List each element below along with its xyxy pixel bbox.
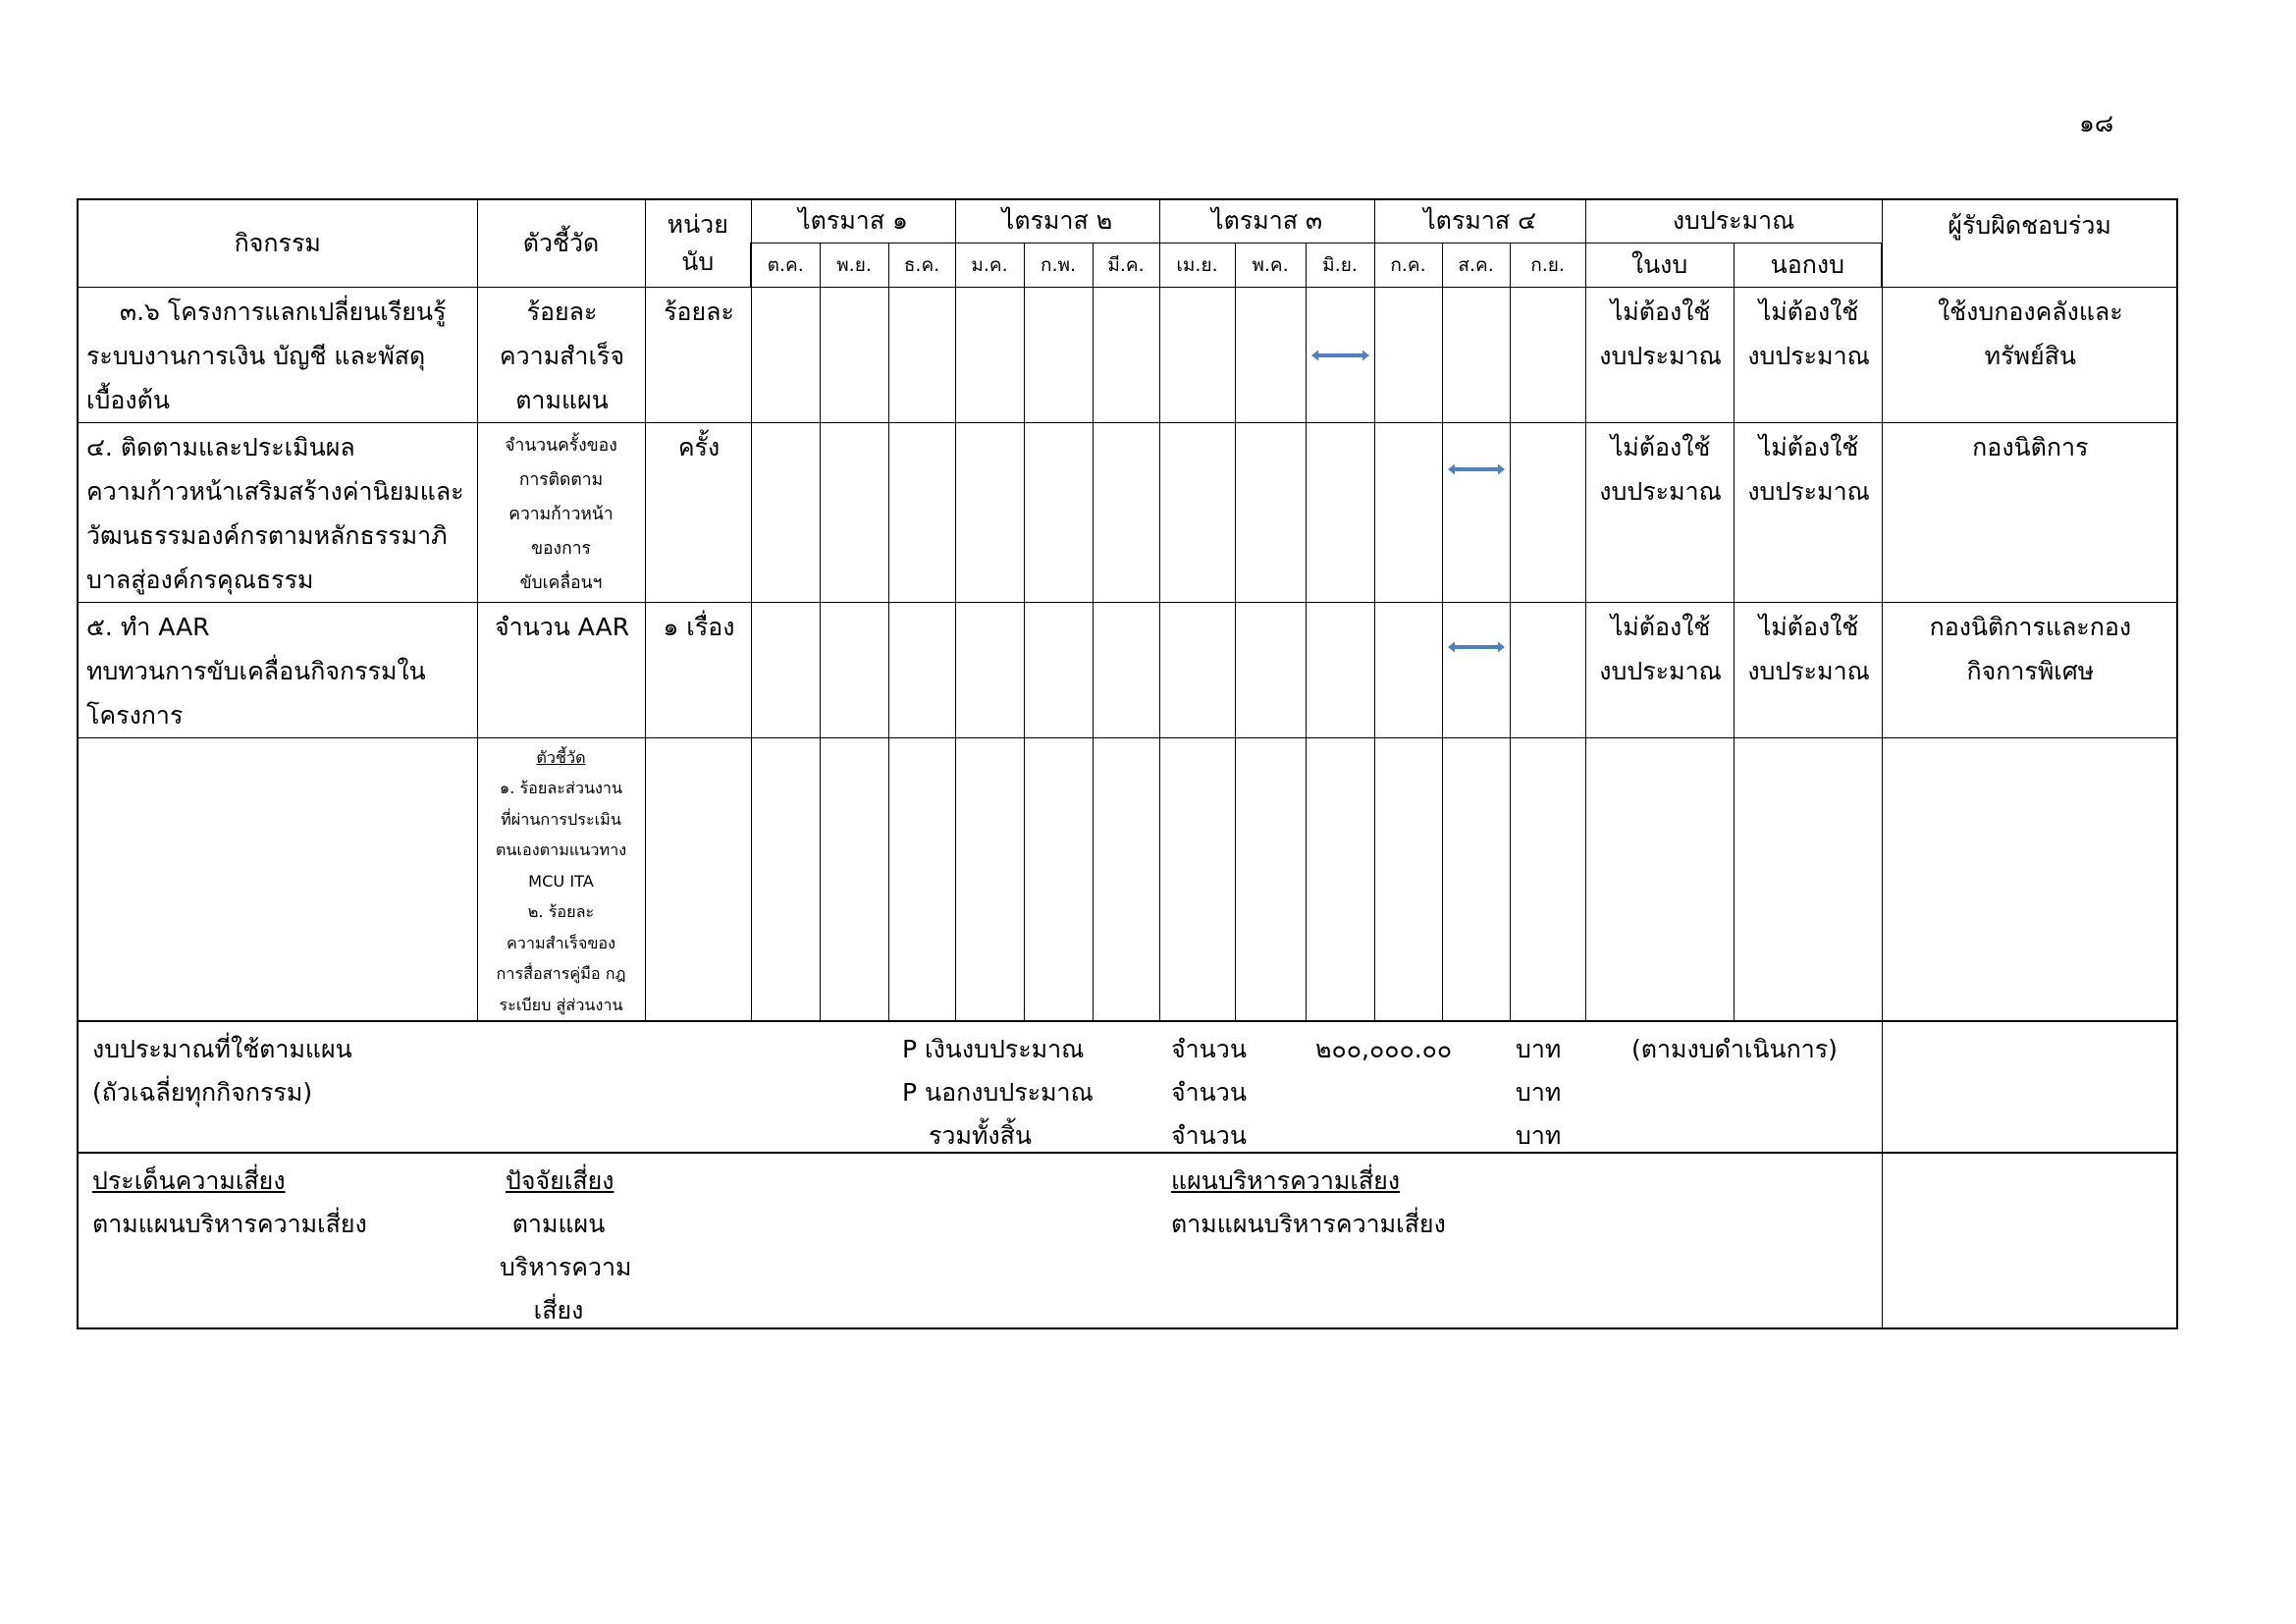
row3-budget-out-line1: ไม่ต้องใช้ <box>1758 612 1859 641</box>
month-apr: เม.ย. <box>1159 243 1235 287</box>
row2-unit: ครั้ง <box>645 422 751 602</box>
row3-indicator <box>477 602 645 737</box>
kpi-line: ตนเองตามแนวทาง <box>495 840 627 859</box>
risk-factor-line1: ตามแผน <box>511 1210 606 1238</box>
timeline-arrow-icon <box>1310 349 1370 362</box>
row4-cell <box>1882 737 2177 1021</box>
row2-indicator-line5: ขับเคลื่อนฯ <box>519 572 603 593</box>
row3-month-cell <box>1093 602 1159 737</box>
timeline-arrow-icon <box>1447 462 1506 476</box>
month-dec: ธ.ค. <box>888 243 955 287</box>
row1-month-cell <box>1159 287 1235 422</box>
row3-responsible <box>1882 602 2177 737</box>
row4-cell <box>645 737 751 1021</box>
row4-cell <box>1374 737 1442 1021</box>
header-indicator: ตัวชี้วัด <box>477 199 645 287</box>
header-unit-line2: นับ <box>681 246 715 276</box>
row3-activity-line1: ๕. ทำ AAR <box>86 612 210 641</box>
row1-indicator-line2: ความสำเร็จ <box>499 341 625 370</box>
row3-budget-out <box>1734 602 1882 737</box>
row3-indicator-line1: จำนวน AAR <box>494 612 630 641</box>
in-budget-label: P เงินงบประมาณ <box>902 1035 1085 1063</box>
row1-month-cell <box>1093 287 1159 422</box>
header-unit-line1: หน่วย <box>667 209 728 239</box>
budget-summary-row <box>78 1021 2177 1153</box>
table-row <box>78 737 2177 1021</box>
row4-activity <box>78 737 477 1021</box>
row2-month-cell <box>1374 422 1442 602</box>
row3-month-cell <box>1024 602 1093 737</box>
budget-summary <box>78 1021 1882 1153</box>
row3-month-cell <box>820 602 888 737</box>
row1-month-cell <box>888 287 955 422</box>
row3-unit: ๑ เรื่อง <box>645 602 751 737</box>
risk-factor-line2: บริหารความ <box>500 1253 632 1281</box>
row3-month-cell <box>1510 602 1585 737</box>
row2-month-cell <box>955 422 1024 602</box>
row1-month-cell <box>820 287 888 422</box>
row2-budget-in <box>1585 422 1734 602</box>
row4-cell <box>1159 737 1235 1021</box>
row2-month-cell <box>1235 422 1306 602</box>
table-row <box>78 287 2177 422</box>
timeline-arrow-icon <box>1447 640 1506 654</box>
row2-month-cell <box>1306 422 1374 602</box>
currency-label: บาท <box>1516 1035 1562 1063</box>
row2-activity-line4: บาลสู่องค์กรคุณธรรม <box>86 565 314 594</box>
row1-activity-line2: ระบบงานการเงิน บัญชี และพัสดุ <box>86 341 426 370</box>
row2-indicator-line2: การติดตาม <box>518 469 604 490</box>
row3-activity-line2: ทบทวนการขับเคลื่อนกิจกรรมใน <box>86 656 426 685</box>
row1-month-jun <box>1306 287 1374 422</box>
row2-indicator-line3: ความก้าวหน้า <box>508 504 614 524</box>
row1-month-cell <box>1235 287 1306 422</box>
row1-responsible-line1: ใช้งบกองคลังและ <box>1937 297 2123 326</box>
kpi-line: ความสำเร็จของ <box>506 933 616 952</box>
row3-month-cell <box>1374 602 1442 737</box>
amount-value: ๒๐๐,๐๐๐.๐๐ <box>1315 1035 1453 1063</box>
row2-budget-in-line2: งบประมาณ <box>1599 476 1722 506</box>
row2-month-cell <box>1024 422 1093 602</box>
kpi-block <box>477 737 645 1021</box>
row3-month-cell <box>888 602 955 737</box>
row2-budget-in-line1: ไม่ต้องใช้ <box>1610 432 1711 461</box>
month-aug: ส.ค. <box>1442 243 1510 287</box>
row1-indicator <box>477 287 645 422</box>
row3-month-cell <box>751 602 820 737</box>
kpi-line: ที่ผ่านการประเมิน <box>501 809 621 829</box>
row3-month-cell <box>1306 602 1374 737</box>
row3-month-aug <box>1442 602 1510 737</box>
row4-cell <box>1024 737 1093 1021</box>
kpi-line: ระเบียบ สู่ส่วนงาน <box>499 995 623 1014</box>
row2-activity-line2: ความก้าวหน้าเสริมสร้างค่านิยมและ <box>86 476 464 506</box>
header-budget: งบประมาณ <box>1585 199 1882 243</box>
row1-responsible <box>1882 287 2177 422</box>
row1-activity-line1: ๓.๖ โครงการแลกเปลี่ยนเรียนรู้ <box>120 297 447 326</box>
row2-month-aug <box>1442 422 1510 602</box>
month-may: พ.ค. <box>1235 243 1306 287</box>
row1-month-cell <box>751 287 820 422</box>
row2-indicator-line1: จำนวนครั้งของ <box>505 435 617 456</box>
row1-unit: ร้อยละ <box>645 287 751 422</box>
month-oct: ต.ค. <box>751 243 820 287</box>
table-row <box>78 602 2177 737</box>
kpi-title: ตัวชี้วัด <box>536 747 586 767</box>
row2-month-cell <box>1093 422 1159 602</box>
row1-month-cell <box>1024 287 1093 422</box>
header-row-1 <box>78 199 2177 243</box>
row1-month-cell <box>1442 287 1510 422</box>
row1-budget-out <box>1734 287 1882 422</box>
risk-plan-text: ตามแผนบริหารความเสี่ยง <box>1171 1210 1446 1238</box>
row1-activity <box>78 287 477 422</box>
risk-issue-title: ประเด็นความเสี่ยง <box>92 1166 286 1195</box>
row1-indicator-line3: ตามแผน <box>515 385 609 414</box>
header-quarter-4: ไตรมาส ๔ <box>1374 199 1585 243</box>
month-jan: ม.ค. <box>955 243 1024 287</box>
row3-activity-line3: โครงการ <box>86 700 184 730</box>
row1-budget-in-line2: งบประมาณ <box>1599 341 1722 370</box>
row4-cell <box>955 737 1024 1021</box>
row2-indicator <box>477 422 645 602</box>
budget-label-line2: (ถัวเฉลี่ยทุกกิจกรรม) <box>92 1078 313 1107</box>
row1-month-cell <box>1374 287 1442 422</box>
kpi-line: การสื่อสารคู่มือ กฎ <box>496 964 626 983</box>
row2-month-cell <box>888 422 955 602</box>
row3-budget-out-line2: งบประมาณ <box>1747 656 1870 685</box>
row4-cell <box>820 737 888 1021</box>
row1-month-cell <box>1510 287 1585 422</box>
amount-label: จำนวน <box>1171 1035 1247 1063</box>
row3-activity <box>78 602 477 737</box>
amount-label: จำนวน <box>1171 1121 1247 1150</box>
out-budget-label: P นอกงบประมาณ <box>902 1078 1094 1107</box>
month-nov: พ.ย. <box>820 243 888 287</box>
currency-label: บาท <box>1516 1121 1562 1150</box>
risk-factor-line3: เสี่ยง <box>533 1296 584 1325</box>
row3-budget-in <box>1585 602 1734 737</box>
risk-factor-title: ปัจจัยเสี่ยง <box>506 1166 614 1195</box>
month-mar: มี.ค. <box>1093 243 1159 287</box>
row1-budget-out-line1: ไม่ต้องใช้ <box>1758 297 1859 326</box>
row4-cell <box>1510 737 1585 1021</box>
header-responsible: ผู้รับผิดชอบร่วม <box>1882 199 2177 287</box>
page-number: ๑๘ <box>2079 109 2114 137</box>
row4-cell <box>1442 737 1510 1021</box>
plan-table <box>77 198 2178 1329</box>
row1-budget-in-line1: ไม่ต้องใช้ <box>1610 297 1711 326</box>
row2-month-cell <box>1510 422 1585 602</box>
budget-summary-side <box>1882 1021 2177 1153</box>
row1-budget-out-line2: งบประมาณ <box>1747 341 1870 370</box>
amount-label: จำนวน <box>1171 1078 1247 1107</box>
row4-cell <box>1093 737 1159 1021</box>
risk-side <box>1882 1153 2177 1328</box>
row2-budget-out-line2: งบประมาณ <box>1747 476 1870 506</box>
row2-budget-out-line1: ไม่ต้องใช้ <box>1758 432 1859 461</box>
row1-activity-line3: เบื้องต้น <box>86 385 170 414</box>
header-unit <box>645 199 751 287</box>
kpi-line: MCU ITA <box>528 871 594 891</box>
budget-label-line1: งบประมาณที่ใช้ตามแผน <box>92 1035 352 1063</box>
total-label: รวมทั้งสิ้น <box>929 1121 1032 1150</box>
row2-responsible <box>1882 422 2177 602</box>
row3-month-cell <box>1235 602 1306 737</box>
kpi-line: ๑. ร้อยละส่วนงาน <box>499 779 623 797</box>
row3-responsible-line2: กิจการพิเศษ <box>1966 656 2095 685</box>
row2-month-cell <box>820 422 888 602</box>
header-budget-in: ในงบ <box>1585 243 1734 287</box>
row3-responsible-line1: กองนิติการและกอง <box>1929 612 2132 641</box>
row2-month-cell <box>751 422 820 602</box>
risk-plan-title: แผนบริหารความเสี่ยง <box>1171 1166 1401 1195</box>
row3-month-cell <box>955 602 1024 737</box>
month-jun: มิ.ย. <box>1306 243 1374 287</box>
row2-activity-line3: วัฒนธรรมองค์กรตามหลักธรรมาภิ <box>86 520 448 550</box>
header-quarter-3: ไตรมาส ๓ <box>1159 199 1374 243</box>
budget-note: (ตามงบดำเนินการ) <box>1631 1035 1838 1063</box>
row2-activity <box>78 422 477 602</box>
table-row <box>78 422 2177 602</box>
risk-issue-text: ตามแผนบริหารความเสี่ยง <box>92 1210 367 1238</box>
row2-month-cell <box>1159 422 1235 602</box>
risk-row <box>78 1153 2177 1328</box>
row4-cell <box>1734 737 1882 1021</box>
row3-budget-in-line1: ไม่ต้องใช้ <box>1610 612 1711 641</box>
header-quarter-2: ไตรมาส ๒ <box>955 199 1159 243</box>
risk-block <box>78 1153 1882 1328</box>
row4-cell <box>751 737 820 1021</box>
header-quarter-1: ไตรมาส ๑ <box>751 199 955 243</box>
currency-label: บาท <box>1516 1078 1562 1107</box>
row3-month-cell <box>1159 602 1235 737</box>
header-budget-out: นอกงบ <box>1734 243 1882 287</box>
row2-responsible-line1: กองนิติการ <box>1972 432 2089 461</box>
month-sep: ก.ย. <box>1510 243 1585 287</box>
kpi-line: ๒. ร้อยละ <box>527 902 595 921</box>
month-feb: ก.พ. <box>1024 243 1093 287</box>
row2-activity-line1: ๔. ติดตามและประเมินผล <box>86 432 355 461</box>
row4-cell <box>1585 737 1734 1021</box>
row3-budget-in-line2: งบประมาณ <box>1599 656 1722 685</box>
row4-cell <box>1306 737 1374 1021</box>
row1-indicator-line1: ร้อยละ <box>526 297 598 326</box>
row1-responsible-line2: ทรัพย์สิน <box>1984 341 2077 370</box>
row2-indicator-line4: ของการ <box>531 538 591 559</box>
row4-cell <box>888 737 955 1021</box>
row2-budget-out <box>1734 422 1882 602</box>
row1-month-cell <box>955 287 1024 422</box>
row1-budget-in <box>1585 287 1734 422</box>
header-activity: กิจกรรม <box>78 199 477 287</box>
month-jul: ก.ค. <box>1374 243 1442 287</box>
row4-cell <box>1235 737 1306 1021</box>
